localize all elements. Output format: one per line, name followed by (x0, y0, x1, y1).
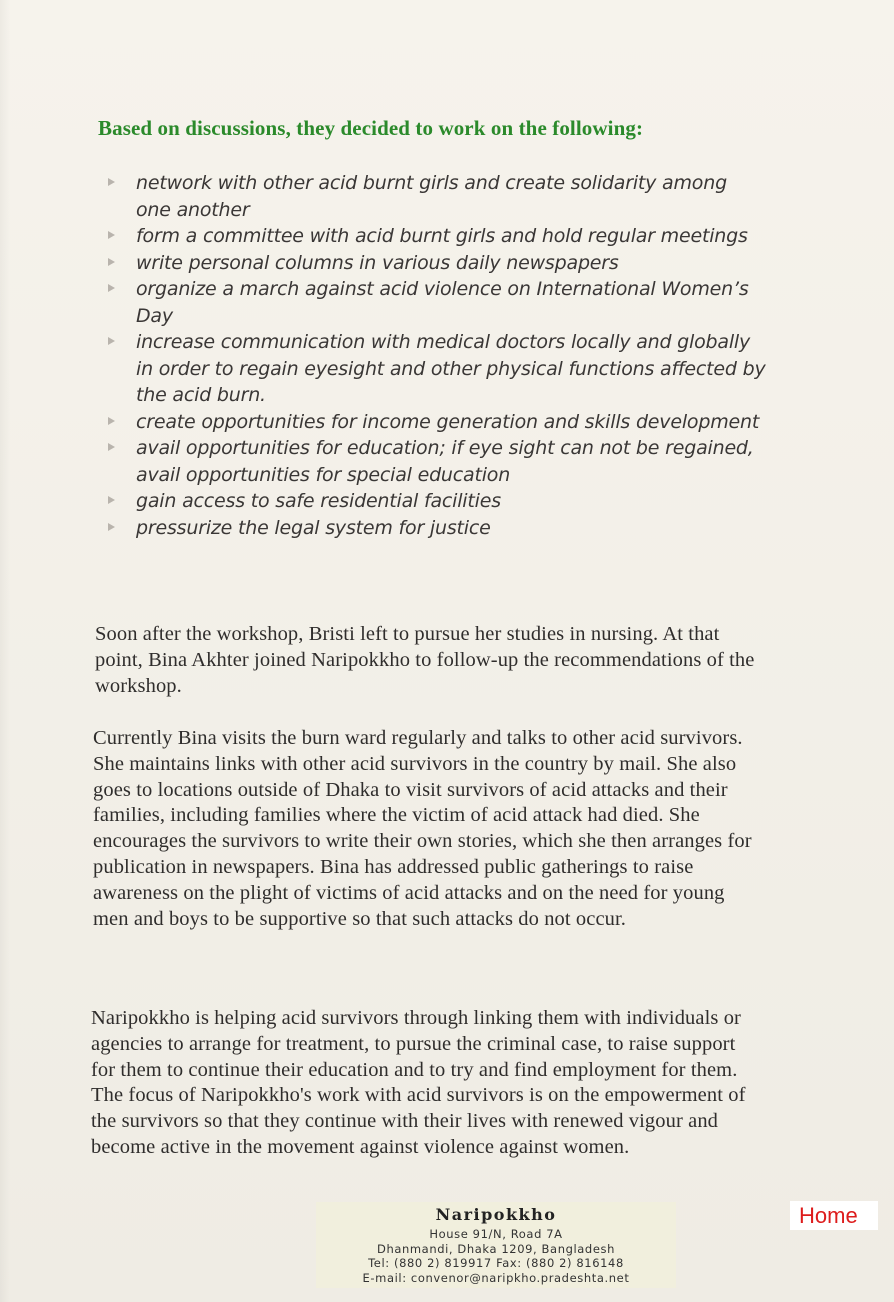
phone-fax: Tel: (880 2) 819917 Fax: (880 2) 816148 (368, 1256, 624, 1270)
address-line-2: Dhanmandi, Dhaka 1209, Bangladesh (377, 1241, 615, 1256)
section-heading: Based on discussions, they decided to work on the following: (98, 116, 644, 140)
list-item (106, 515, 766, 542)
bullet-arrow-icon (108, 417, 115, 425)
list-item-text: organize a march against acid violence on International Women’s Day (136, 278, 749, 327)
list-item-text: write personal columns in various daily newspapers (136, 251, 619, 274)
list-item (106, 329, 766, 409)
paragraph-workshop-followup: Soon after the workshop, Bristi left to pursue her studies in nursing. At that point, Bina Akhter joined Naripokkho to follow-up the recommendations of the workshop. (95, 623, 755, 697)
recommendations-list (106, 170, 766, 541)
contact-footer (316, 1202, 676, 1288)
list-item-text: network with other acid burnt girls and create solidarity among one another (136, 172, 727, 221)
address-line-1: House 91/N, Road 7A (429, 1227, 563, 1241)
paragraph-naripokkho-support: Naripokkho is helping acid survivors through linking them with individuals or agencies to arrange for treatment, to pursue the criminal case, to raise support for them to continue their education and to try and find employment for them. The focus of Naripokkho's work with acid survivors is on the empowerment of the survivors so that they continue with their lives with renewed vigour and become active in the movement against violence against women. (91, 1007, 746, 1158)
bullet-arrow-icon (108, 231, 115, 239)
list-item-text: create opportunities for income generation and skills development (136, 410, 760, 433)
bullet-arrow-icon (108, 337, 115, 345)
bullet-arrow-icon (108, 496, 115, 504)
bullet-arrow-icon (108, 178, 115, 186)
list-item-text: increase communication with medical doctors locally and globally in order to regain eyesight and other physical functions affected by the acid burn. (136, 331, 766, 406)
list-item (106, 276, 766, 329)
bullet-arrow-icon (108, 443, 115, 451)
list-item (106, 435, 766, 488)
bullet-arrow-icon (108, 523, 115, 531)
list-item-text: avail opportunities for education; if eye sight can not be regained, avail opportunities for special education (136, 437, 754, 486)
list-item (106, 409, 766, 436)
list-item (106, 488, 766, 515)
home-link[interactable]: Home (790, 1201, 878, 1230)
bullet-arrow-icon (108, 284, 115, 292)
bullet-arrow-icon (108, 258, 115, 266)
paragraph-bina-activities: Currently Bina visits the burn ward regularly and talks to other acid survivors. She maintains links with other acid survivors in the country by mail. She also goes to locations outside of Dhaka to visit survivors of acid attacks and their families, including families where the victim of acid attack had died. She encourages the survivors to write their own stories, which she then arranges for publication in newspapers. Bina has addressed public gatherings to raise awareness on the plight of victims of acid attacks and on the need for young men and boys to be supportive so that such attacks do not occur. (93, 727, 752, 930)
list-item-text: form a committee with acid burnt girls and hold regular meetings (136, 225, 748, 247)
organization-name: Naripokkho (435, 1205, 557, 1224)
list-item (106, 170, 766, 223)
email-address: E-mail: convenor@naripkho.pradeshta.net (362, 1270, 630, 1285)
list-item-text: gain access to safe residential facilities (136, 490, 501, 512)
list-item (106, 250, 766, 277)
list-item (106, 223, 766, 250)
list-item-text: pressurize the legal system for justice (136, 516, 491, 539)
